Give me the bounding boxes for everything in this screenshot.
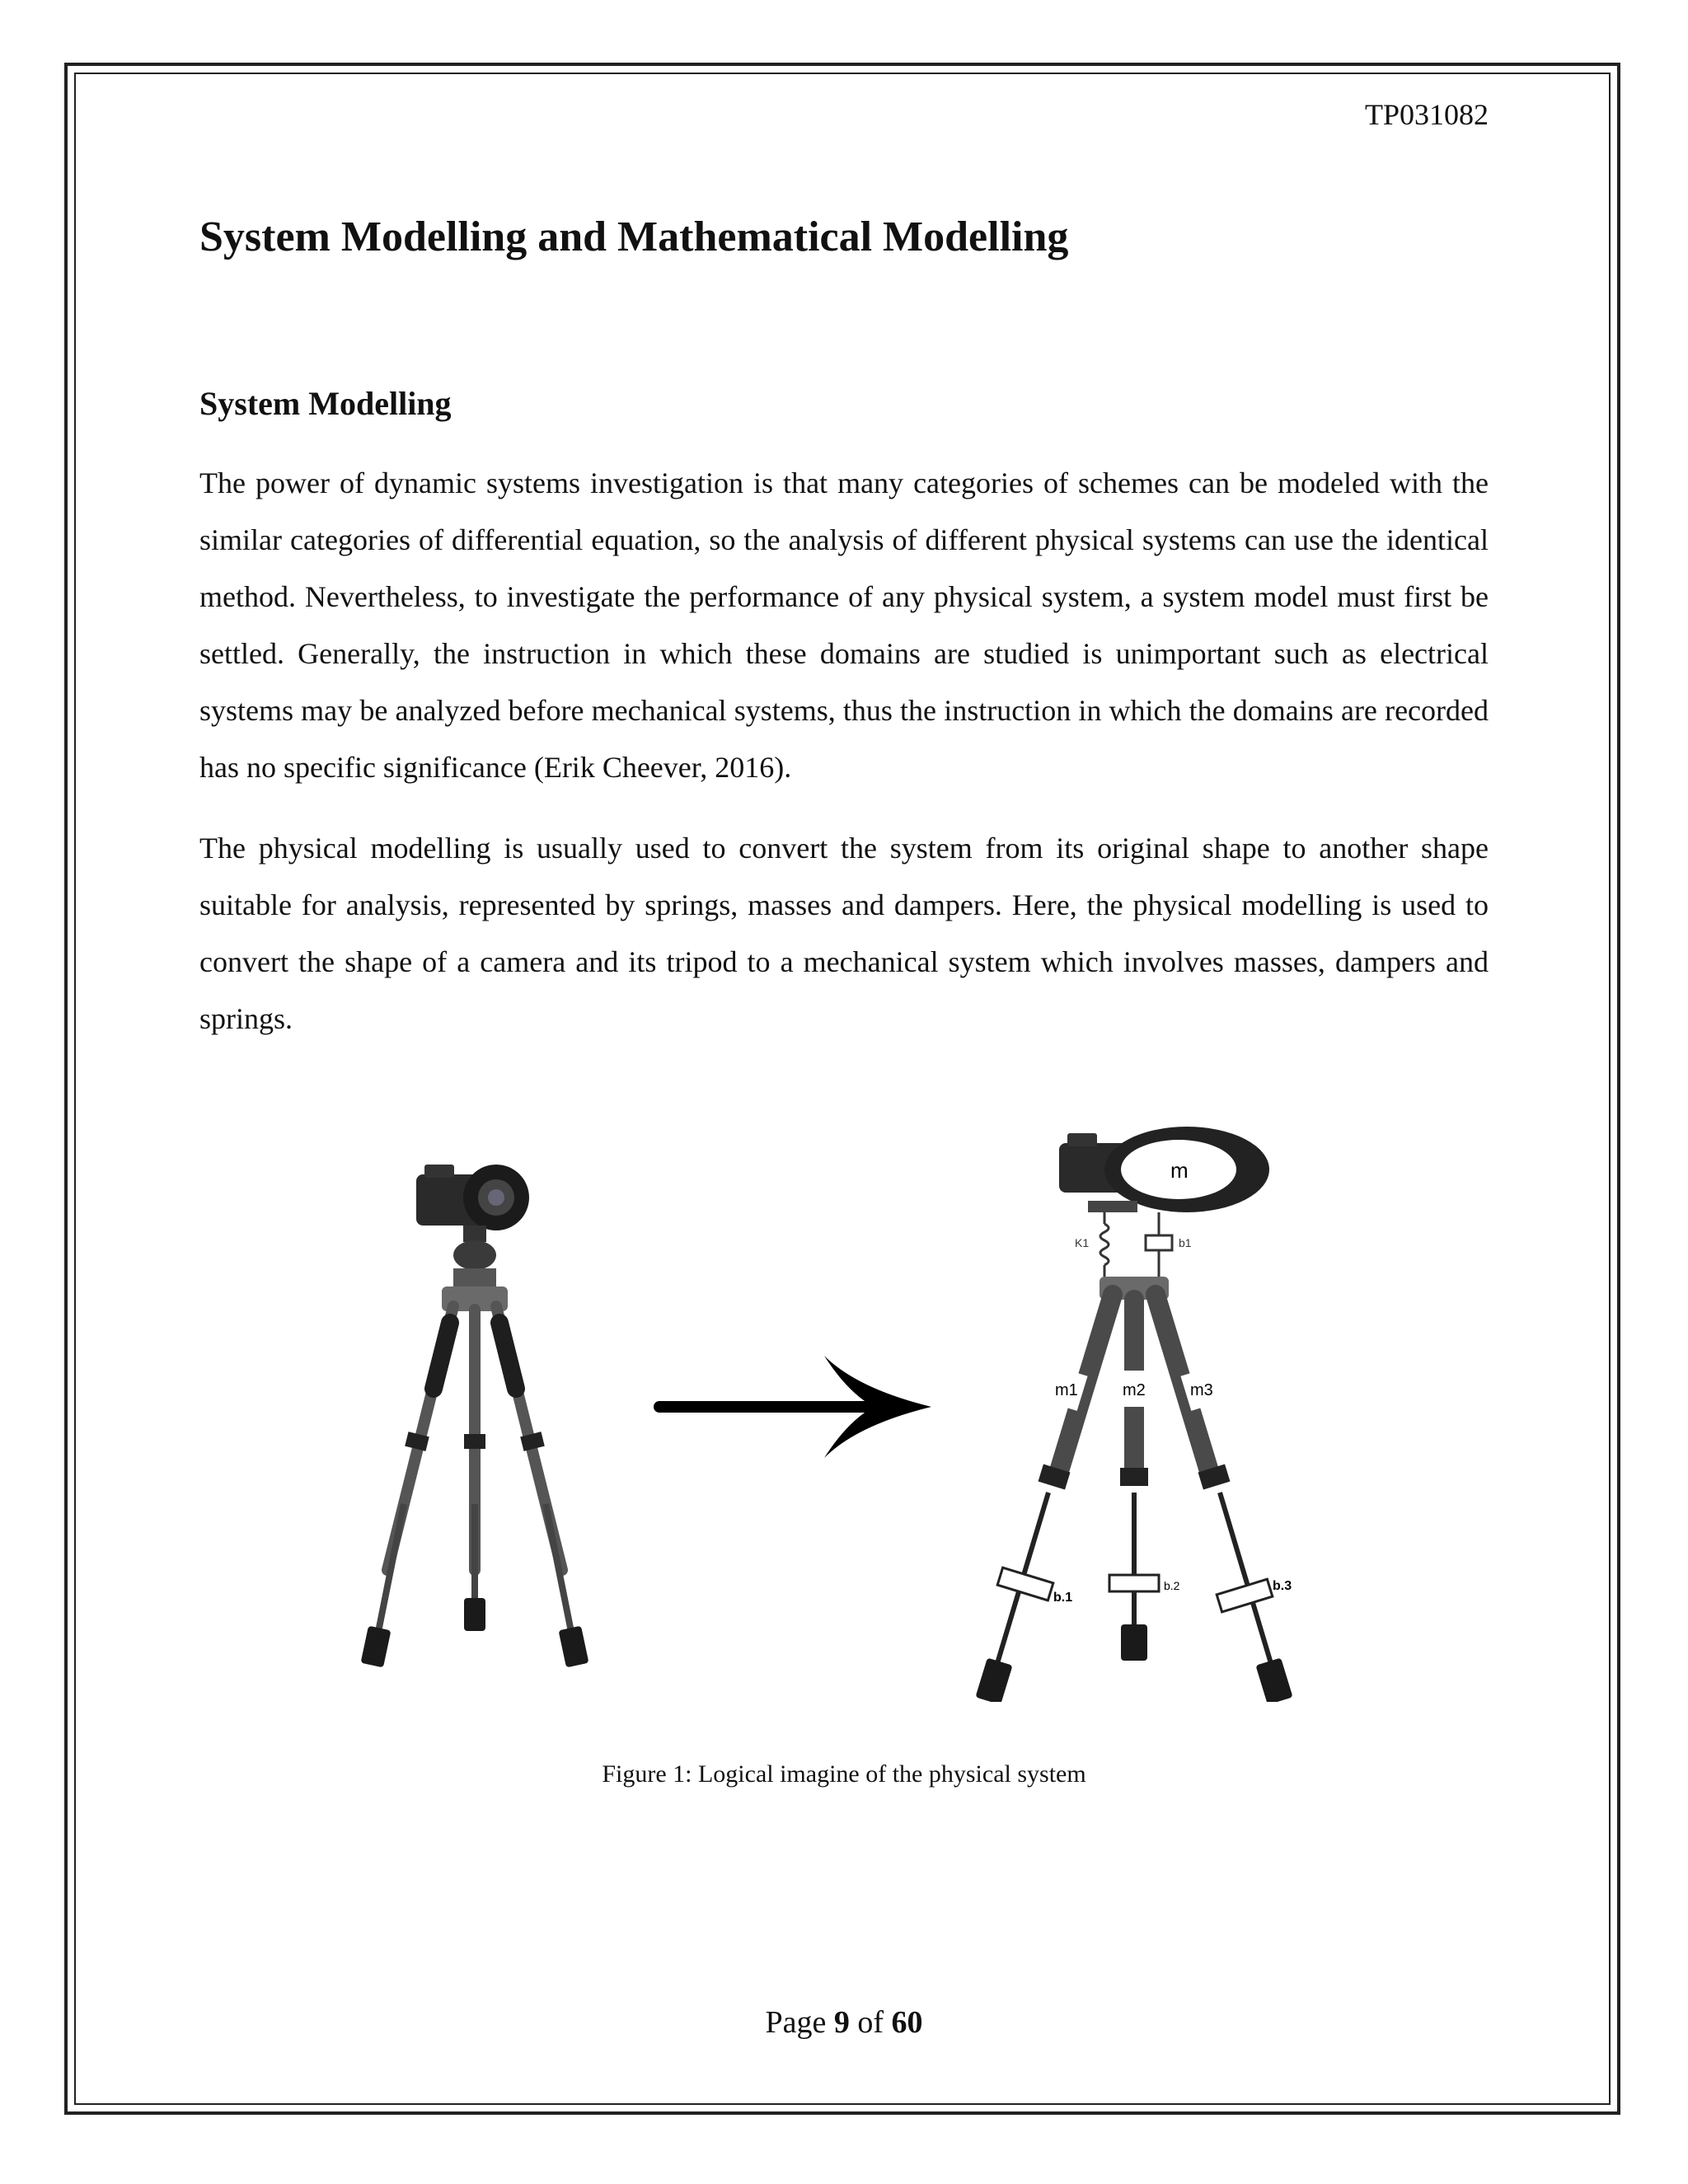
right-physical-model [975, 1127, 1292, 1702]
footer-page-number: 9 [833, 2005, 850, 2040]
label-b1-leg: b.1 [1053, 1591, 1073, 1605]
label-m2: m2 [1123, 1381, 1146, 1399]
footer-of: of [857, 2005, 884, 2040]
label-m3: m3 [1190, 1381, 1213, 1399]
paragraph-1: The power of dynamic systems investigation is that many categories of schemes can be modeled with the similar categories of differential equation, so the analysis of different physical systems can use the identical method. Nevertheless, to investigate the performance of any physical system, a system model must first be settled. Generally, the instruction in which these domains are studied is unimportant such as electrical systems may be analyzed before mechanical systems, thus the instruction in which the domains are recorded has no specific significance (Erik Cheever, 2016). [199, 466, 1489, 784]
left-camera-tripod [361, 1165, 589, 1667]
section-heading: System Modelling [199, 385, 452, 422]
document-id: TP031082 [1364, 98, 1489, 131]
paragraph-2: The physical modelling is usually used to convert the system from its original shape to another shape suitable for analysis, represented by springs, masses and dampers. Here, the physical modelling is used to convert the shape of a camera and its tripod to a mechanical system which involves masses, dampers and springs. [199, 832, 1489, 1035]
footer-page-total: 60 [891, 2005, 923, 2040]
label-spring-k1: K1 [1075, 1236, 1090, 1249]
figure-illustration [247, 1108, 1451, 1702]
label-m1: m1 [1055, 1381, 1078, 1399]
page-title: System Modelling and Mathematical Modelling [199, 213, 1069, 260]
arrow-icon [659, 1356, 931, 1458]
page-border-inner [74, 73, 1611, 2105]
label-mass-m: m [1170, 1158, 1189, 1183]
figure-caption: Figure 1: Logical imagine of the physical system [602, 1760, 1086, 1788]
label-damper-b1: b1 [1179, 1236, 1192, 1249]
footer-page-prefix: Page [765, 2005, 827, 2040]
page-footer [0, 2004, 1688, 2041]
figure-tripod-model [247, 1108, 1451, 1702]
label-b3-leg: b.3 [1273, 1579, 1292, 1593]
label-b2-leg: b.2 [1164, 1579, 1180, 1592]
